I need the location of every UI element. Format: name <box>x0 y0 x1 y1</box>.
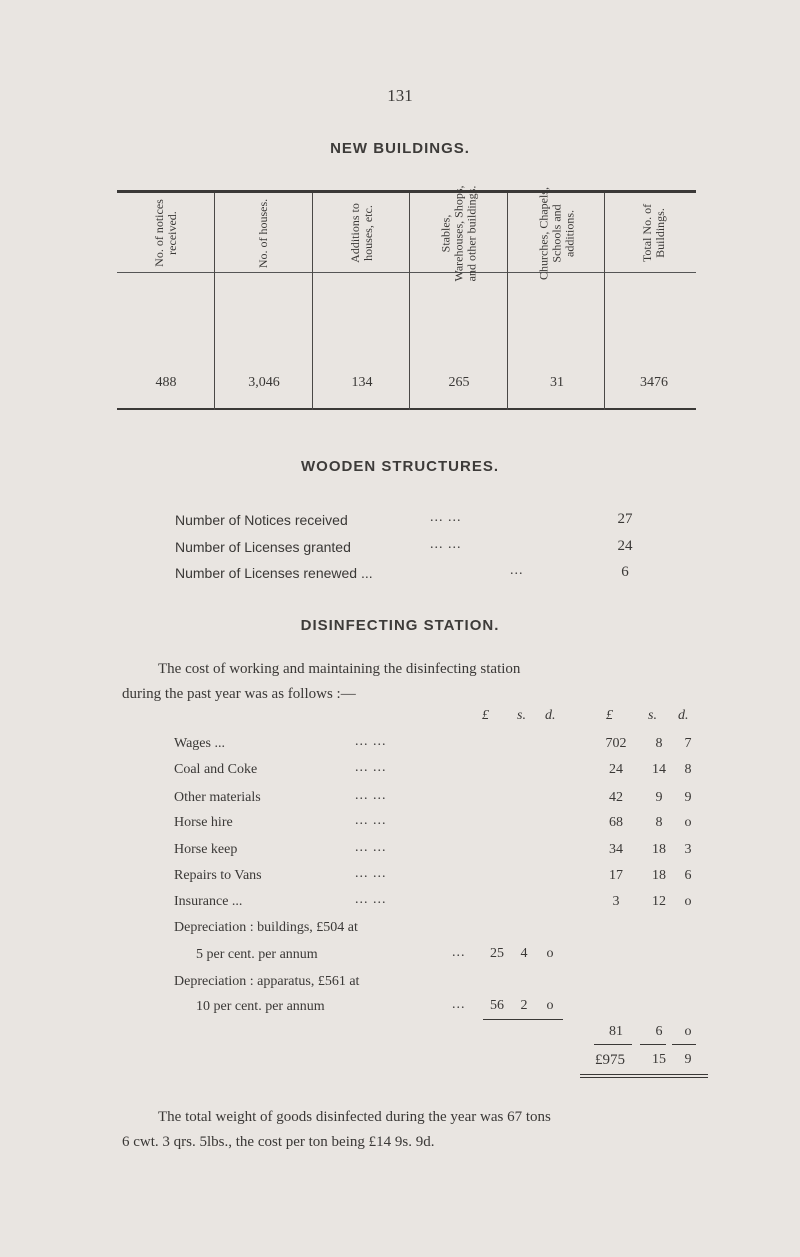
item-insurance-pounds: 3 <box>612 894 620 909</box>
wooden-row-renewed-label: Number of Licenses renewed ... <box>175 565 373 581</box>
item-repairs-dots: ... ... <box>355 866 387 881</box>
item-repairs-label: Repairs to Vans <box>174 868 262 883</box>
item-repairs-pounds: 17 <box>609 868 623 883</box>
dep-apparatus-pence: o <box>546 998 554 1013</box>
value-churches: 31 <box>550 375 564 390</box>
dep-apparatus-line-1: Depreciation : apparatus, £561 at <box>174 974 360 989</box>
header-stables <box>410 184 508 282</box>
dep-total-pence: o <box>684 1024 692 1039</box>
col-pounds-2: £ <box>606 708 613 723</box>
total-rule-pence <box>672 1044 696 1045</box>
value-stables: 265 <box>448 375 470 390</box>
item-materials-pence: 9 <box>684 790 692 805</box>
grand-total-pence: 9 <box>684 1052 692 1067</box>
item-wages-dots: ... ... <box>355 734 387 749</box>
header-additions <box>313 193 411 273</box>
col-shillings-1: s. <box>517 708 526 723</box>
item-wages-label: Wages ... <box>174 736 225 751</box>
item-wages-pounds: 702 <box>605 736 627 751</box>
disinfecting-station-title: DISINFECTING STATION. <box>300 617 500 634</box>
value-additions: 134 <box>351 375 373 390</box>
col-shillings-2: s. <box>648 708 657 723</box>
dep-buildings-pence: o <box>546 946 554 961</box>
header-notices <box>117 193 215 273</box>
item-repairs-pence: 6 <box>684 868 692 883</box>
dep-subtotal-rule <box>483 1019 563 1020</box>
item-wages-shillings: 8 <box>655 736 663 751</box>
intro-line-2: during the past year was as follows :— <box>122 686 356 702</box>
header-stables-text: Stables, Warehouses, Shops, and other buildings. <box>438 184 479 282</box>
wooden-row-notices-dots: ... ... <box>430 510 462 525</box>
header-total-text: Total No. of Buildings. <box>640 203 667 263</box>
header-houses-text: No. of houses. <box>256 198 271 268</box>
wooden-row-granted-label: Number of Licenses granted <box>175 539 351 555</box>
item-coal-pence: 8 <box>684 762 692 777</box>
item-horse-hire-label: Horse hire <box>174 815 233 830</box>
wooden-row-notices-value: 27 <box>617 511 633 527</box>
dep-apparatus-dots: ... <box>452 997 466 1012</box>
header-churches <box>508 186 606 280</box>
item-insurance-label: Insurance ... <box>174 894 243 909</box>
item-materials-label: Other materials <box>174 790 261 805</box>
intro-line-1: The cost of working and maintaining the disinfecting station <box>158 661 521 677</box>
col-pounds-1: £ <box>482 708 489 723</box>
dep-buildings-dots: ... <box>452 945 466 960</box>
item-horse-hire-pounds: 68 <box>609 815 623 830</box>
table-bottom-rule <box>117 408 696 410</box>
grand-total-pounds: £975 <box>595 1052 625 1068</box>
total-rule-pounds <box>594 1044 632 1045</box>
item-coal-pounds: 24 <box>609 762 623 777</box>
wooden-row-renewed-value: 6 <box>621 564 629 580</box>
item-coal-dots: ... ... <box>355 760 387 775</box>
item-horse-keep-shillings: 18 <box>652 842 666 857</box>
dep-apparatus-pounds: 56 <box>490 998 504 1013</box>
value-total: 3476 <box>640 375 668 390</box>
item-horse-hire-dots: ... ... <box>355 813 387 828</box>
footer-line-1: The total weight of goods disinfected during the year was 67 tons <box>158 1109 551 1125</box>
dep-buildings-pounds: 25 <box>490 946 504 961</box>
item-repairs-shillings: 18 <box>652 868 666 883</box>
dep-total-shillings: 6 <box>655 1024 663 1039</box>
page-number: 131 <box>387 86 413 105</box>
item-horse-hire-shillings: 8 <box>655 815 663 830</box>
item-horse-keep-label: Horse keep <box>174 842 238 857</box>
header-houses <box>215 193 313 273</box>
dep-buildings-line-1: Depreciation : buildings, £504 at <box>174 920 358 935</box>
value-notices: 488 <box>155 375 177 390</box>
new-buildings-title: NEW BUILDINGS. <box>330 140 470 157</box>
grand-total-shillings: 15 <box>652 1052 666 1067</box>
item-horse-hire-pence: o <box>684 815 692 830</box>
item-horse-keep-pence: 3 <box>684 842 692 857</box>
wooden-row-notices-label: Number of Notices received <box>175 512 348 528</box>
header-notices-text: No. of notices received. <box>152 199 179 267</box>
col-pence-2: d. <box>678 708 689 723</box>
wooden-structures-title: WOODEN STRUCTURES. <box>301 458 499 475</box>
dep-apparatus-line-2: 10 per cent. per annum <box>196 999 325 1014</box>
dep-total-pounds: 81 <box>609 1024 623 1039</box>
item-insurance-dots: ... ... <box>355 892 387 907</box>
item-coal-shillings: 14 <box>652 762 666 777</box>
header-additions-text: Additions to houses, etc. <box>347 203 375 263</box>
wooden-row-granted-value: 24 <box>617 538 633 554</box>
grand-total-rule-1 <box>580 1074 708 1075</box>
header-churches-text: Churches, Chapels, Schools and additions. <box>536 186 577 280</box>
item-materials-dots: ... ... <box>355 788 387 803</box>
item-insurance-pence: o <box>684 894 692 909</box>
wooden-row-granted-dots: ... ... <box>430 537 462 552</box>
grand-total-rule-2 <box>580 1077 708 1078</box>
dep-apparatus-shillings: 2 <box>520 998 528 1013</box>
total-rule-shillings <box>640 1044 666 1045</box>
item-horse-keep-pounds: 34 <box>609 842 623 857</box>
footer-line-2: 6 cwt. 3 qrs. 5lbs., the cost per ton being £14 9s. 9d. <box>122 1134 435 1150</box>
col-pence-1: d. <box>545 708 556 723</box>
wooden-row-renewed-dots: ... <box>510 563 524 578</box>
item-materials-pounds: 42 <box>609 790 623 805</box>
dep-buildings-line-2: 5 per cent. per annum <box>196 947 318 962</box>
item-insurance-shillings: 12 <box>652 894 666 909</box>
value-houses: 3,046 <box>248 375 280 390</box>
item-horse-keep-dots: ... ... <box>355 840 387 855</box>
item-coal-label: Coal and Coke <box>174 762 258 777</box>
item-materials-shillings: 9 <box>655 790 663 805</box>
item-wages-pence: 7 <box>684 736 692 751</box>
dep-buildings-shillings: 4 <box>520 946 528 961</box>
header-total <box>605 193 703 273</box>
